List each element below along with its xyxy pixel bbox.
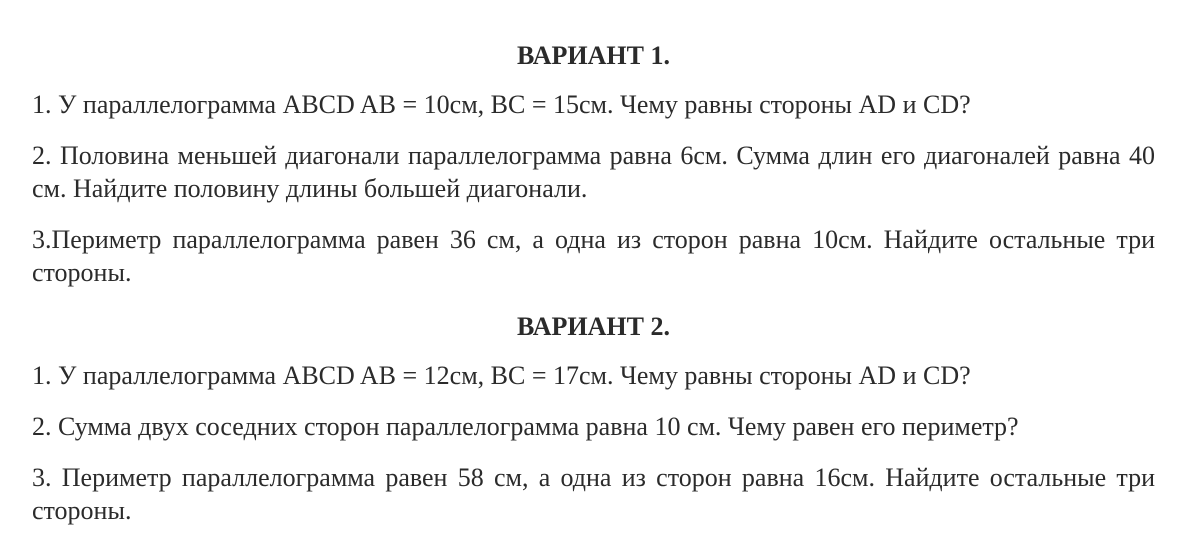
variant-2-task-2: 2. Сумма двух соседних сторон параллелограмма равна 10 см. Чему равен его периметр? <box>32 412 1019 441</box>
variant-1-task-3: 3.Периметр параллелограмма равен 36 см, а одна из сторон равна 10см. Найдите остальные три стороны. <box>32 225 1155 287</box>
variant-1-task-1: 1. У параллелограмма ABCD AB = 10см, BC = 15см. Чему равны стороны AD и CD? <box>32 90 971 119</box>
variant-1-title: ВАРИАНТ 1. <box>517 41 670 70</box>
variant-1-task-2: 2. Половина меньшей диагонали параллелограмма равна 6см. Сумма длин его диагоналей равна 40 см. Найдите половину длины большей диагонали. <box>32 141 1155 203</box>
variant-2-task-3: 3. Периметр параллелограмма равен 58 см, а одна из сторон равна 16см. Найдите остальные три стороны. <box>32 463 1155 525</box>
variant-2-title: ВАРИАНТ 2. <box>517 312 670 341</box>
variant-2-task-1: 1. У параллелограмма ABCD AB = 12см, BC = 17см. Чему равны стороны AD и CD? <box>32 361 971 390</box>
